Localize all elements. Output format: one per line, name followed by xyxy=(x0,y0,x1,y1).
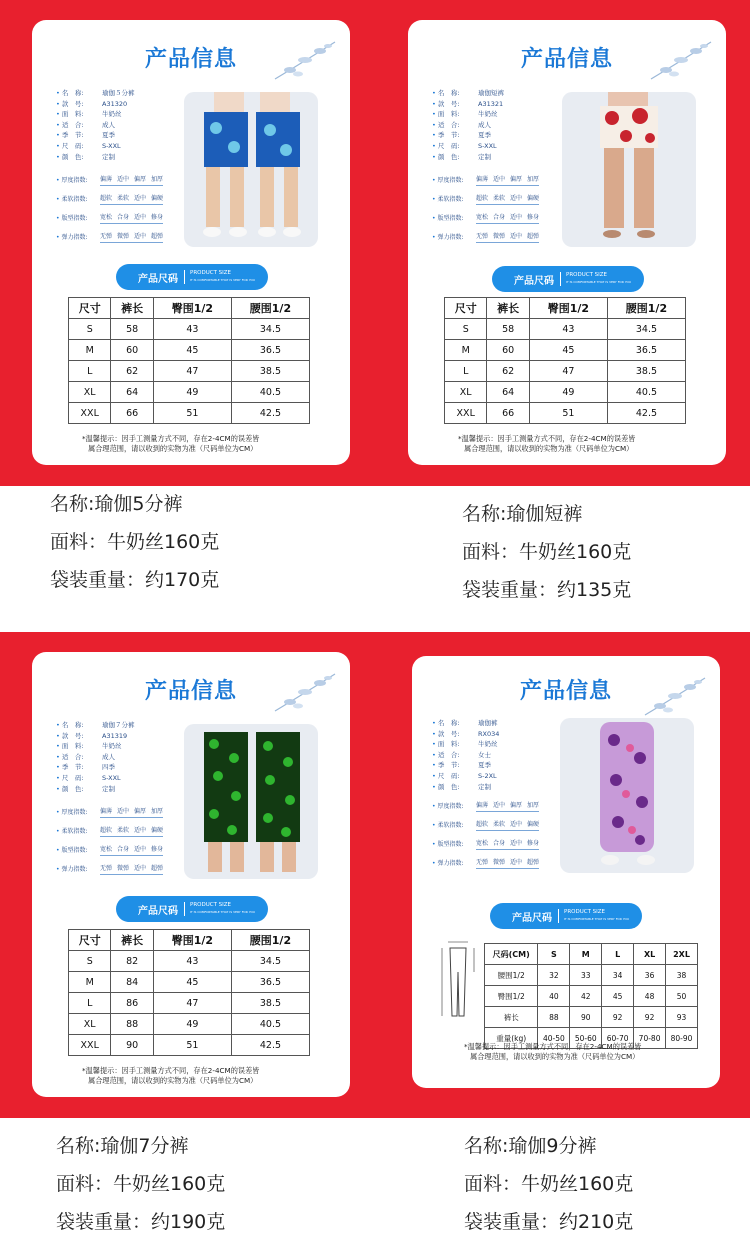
table-row: L 62 47 38.5 xyxy=(69,361,310,382)
table-row: XXL 66 51 42.5 xyxy=(445,403,686,424)
branch-decoration-icon xyxy=(270,666,340,716)
product-info-list: • 名 称: 瑜伽７分裤 • 款 号: A31319 • 面 料: 牛奶丝 • 适 合: 成人 • 季 节: 四季 • 尺 码: S-XXL • 颜 色: 定制 xyxy=(56,720,135,794)
card-title: 产品信息 xyxy=(144,47,237,72)
product-photo xyxy=(184,724,318,879)
card-title: 产品信息 xyxy=(519,679,612,704)
product-photo xyxy=(562,92,696,247)
table-row: XL 88 49 40.5 xyxy=(69,1014,310,1035)
card-title: 产品信息 xyxy=(144,679,237,704)
measure-note: *温馨提示：因手工测量方式不同，存在2-4CM的误差皆 属合理范围，请以收到的实物为准（尺码单位为CM） xyxy=(82,1066,260,1085)
product-card-4 xyxy=(412,656,720,1088)
measurement-diagram-icon xyxy=(434,938,482,1020)
table-row: L 86 47 38.5 xyxy=(69,993,310,1014)
table-row: L 62 47 38.5 xyxy=(445,361,686,382)
card-title: 产品信息 xyxy=(520,47,613,72)
table-row: 腰围1/2 32 33 34 36 38 xyxy=(485,965,698,986)
table-row: S 58 43 34.5 xyxy=(445,319,686,340)
table-row: 重量(kg) 40-50 50-60 60-70 70-80 80-90 xyxy=(485,1028,698,1049)
product-size-banner: 产品尺码 PRODUCT SIZE IT IS COMFORTABLE THAT IS VERY FOR YOU xyxy=(116,896,268,922)
size-table: 尺寸 裤长 臀围1/2 腰围1/2 S 58 43 34.5 M 60 45 36.5 L 62 47 38.5 XL 64 49 40.5 XXL 66 51 42.5 xyxy=(444,297,686,424)
caption-block-3: 名称:瑜伽7分裤 面料：牛奶丝160克 袋装重量：约190克 xyxy=(56,1135,226,1233)
size-table: 尺寸 裤长 臀围1/2 腰围1/2 S 58 43 34.5 M 60 45 36.5 L 62 47 38.5 XL 64 49 40.5 XXL 66 51 42.5 xyxy=(68,297,310,424)
product-photo xyxy=(184,92,318,247)
product-size-banner: 产品尺码 PRODUCT SIZE IT IS COMFORTABLE THAT IS VERY FOR YOU xyxy=(116,264,268,290)
product-size-banner: 产品尺码 PRODUCT SIZE IT IS COMFORTABLE THAT IS VERY FOR YOU xyxy=(492,266,644,292)
table-row: XL 64 49 40.5 xyxy=(445,382,686,403)
table-row: 裤长 88 90 92 92 93 xyxy=(485,1007,698,1028)
size-table: 尺码(CM) S M L XL 2XL 腰围1/2 32 33 34 36 38 臀围1/2 40 42 45 48 50 裤长 88 90 92 92 93 重量(kg) 40-50 50-60 60-70 70-80 80-90 xyxy=(484,943,698,1049)
product-card-3 xyxy=(32,652,350,1097)
product-info-list: • 名 称: 瑜伽短裤 • 款 号: A31321 • 面 料: 牛奶丝 • 适 合: 成人 • 季 节: 夏季 • 尺 码: S-XXL • 颜 色: 定制 xyxy=(432,88,504,162)
index-scales: • 厚度指数: 偏薄 适中 偏厚 加厚 • 柔软指数: 超软 柔软 适中 偏硬 • 版型指数: 宽松 合身 适中 修身 • 弹力指数: 无弹 微弹 适中 超弹 xyxy=(56,802,163,878)
table-row: XXL 66 51 42.5 xyxy=(69,403,310,424)
table-row: M 84 45 36.5 xyxy=(69,972,310,993)
product-card-2 xyxy=(408,20,726,465)
size-table: 尺寸 裤长 臀围1/2 腰围1/2 S 82 43 34.5 M 84 45 36.5 L 86 47 38.5 XL 88 49 40.5 XXL 90 51 42.5 xyxy=(68,929,310,1056)
product-info-list: • 名 称: 瑜伽５分裤 • 款 号: A31320 • 面 料: 牛奶丝 • 适 合: 成人 • 季 节: 夏季 • 尺 码: S-XXL • 颜 色: 定制 xyxy=(56,88,135,162)
table-row: M 60 45 36.5 xyxy=(445,340,686,361)
product-card-1 xyxy=(32,20,350,465)
caption-block-1: 名称:瑜伽5分裤 面料：牛奶丝160克 袋装重量：约170克 xyxy=(50,493,220,591)
table-row: S 82 43 34.5 xyxy=(69,951,310,972)
index-scales: • 厚度指数: 偏薄 适中 偏厚 加厚 • 柔软指数: 超软 柔软 适中 偏硬 • 版型指数: 宽松 合身 适中 修身 • 弹力指数: 无弹 微弹 适中 超弹 xyxy=(56,170,163,246)
branch-decoration-icon xyxy=(640,670,710,720)
caption-block-4: 名称:瑜伽9分裤 面料：牛奶丝160克 袋装重量：约210克 xyxy=(464,1135,634,1233)
product-size-banner: 产品尺码 PRODUCT SIZE IT IS COMFORTABLE THAT IS VERY FOR YOU xyxy=(490,903,642,929)
branch-decoration-icon xyxy=(270,34,340,84)
measure-note: *温馨提示：因手工测量方式不同，存在2-4CM的误差皆 属合理范围，请以收到的实物为准（尺码单位为CM） xyxy=(458,434,636,453)
caption-block-2: 名称:瑜伽短裤 面料：牛奶丝160克 袋装重量：约135克 xyxy=(462,503,632,601)
index-scales: • 厚度指数: 偏薄 适中 偏厚 加厚 • 柔软指数: 超软 柔软 适中 偏硬 • 版型指数: 宽松 合身 适中 修身 • 弹力指数: 无弹 微弹 适中 超弹 xyxy=(432,796,539,872)
table-row: XL 64 49 40.5 xyxy=(69,382,310,403)
product-photo xyxy=(560,718,694,873)
measure-note: *温馨提示：因手工测量方式不同，存在2-4CM的误差皆 属合理范围，请以收到的实物为准（尺码单位为CM） xyxy=(464,1042,642,1061)
table-row: S 58 43 34.5 xyxy=(69,319,310,340)
product-info-list: • 名 称: 瑜伽裤 • 款 号: RX034 • 面 料: 牛奶丝 • 适 合: 女士 • 季 节: 夏季 • 尺 码: S-2XL • 颜 色: 定制 xyxy=(432,718,499,792)
table-row: M 60 45 36.5 xyxy=(69,340,310,361)
table-row: 臀围1/2 40 42 45 48 50 xyxy=(485,986,698,1007)
branch-decoration-icon xyxy=(646,34,716,84)
table-row: XXL 90 51 42.5 xyxy=(69,1035,310,1056)
measure-note: *温馨提示：因手工测量方式不同，存在2-4CM的误差皆 属合理范围，请以收到的实物为准（尺码单位为CM） xyxy=(82,434,260,453)
index-scales: • 厚度指数: 偏薄 适中 偏厚 加厚 • 柔软指数: 超软 柔软 适中 偏硬 • 版型指数: 宽松 合身 适中 修身 • 弹力指数: 无弹 微弹 适中 超弹 xyxy=(432,170,539,246)
